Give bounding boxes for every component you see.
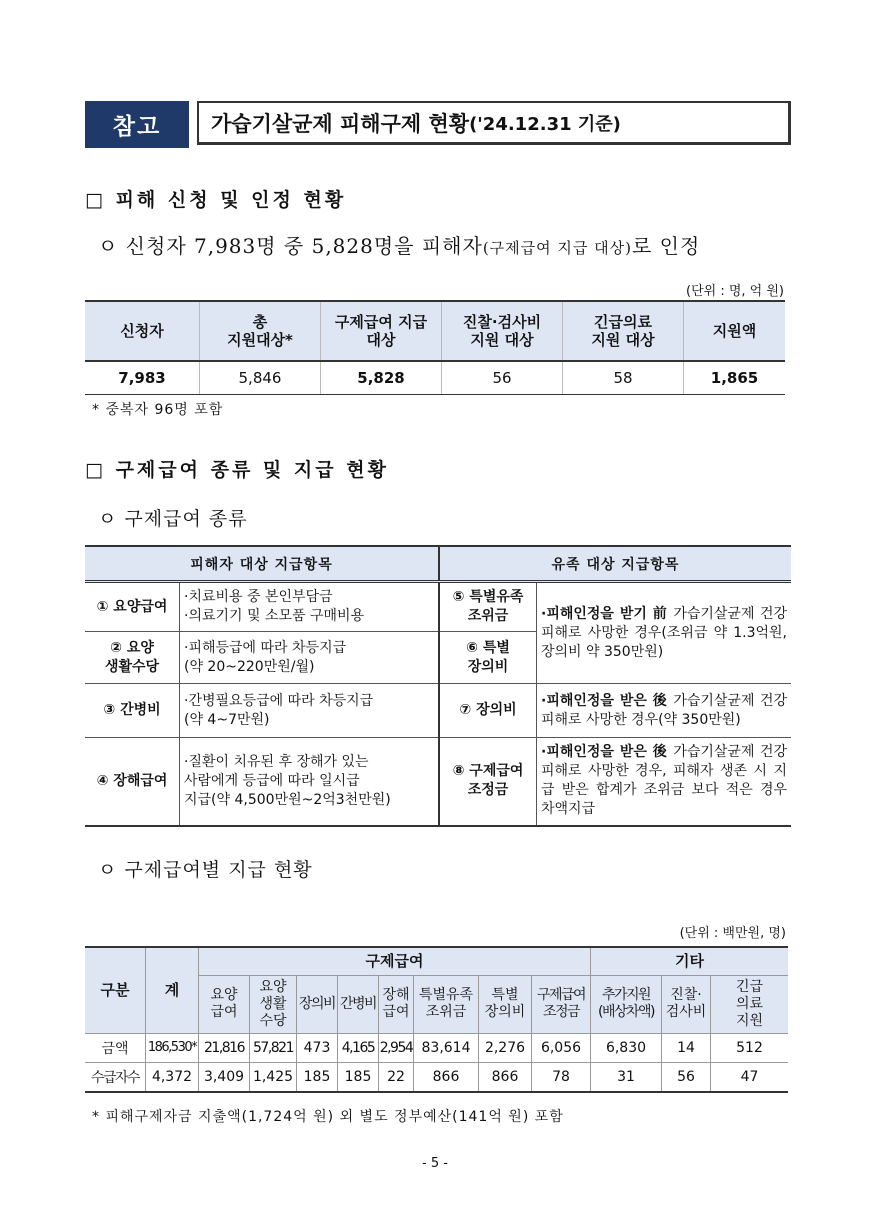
row-label: 금액 (85, 1033, 146, 1062)
title-date: ('24.12.31 기준) (469, 113, 621, 135)
item-name-family: ⑥ 특별 장의비 (439, 632, 537, 684)
header-col: 장해 급여 (379, 975, 414, 1033)
desc-text: 가습기살균제 건강피해로 사망한 경우, 피해자 생존 시 지급 받은 합계가 조위금 보다 적은 경우 차액지급 (541, 744, 788, 818)
header-support-amount: 지원액 (684, 301, 786, 361)
header-relief-group: 구제급여 (199, 947, 591, 975)
header-exam-target: 진찰·검사비 지원 대상 (442, 301, 563, 361)
cell-relief-target: 5,828 (321, 361, 442, 395)
cell: 78 (532, 1062, 591, 1092)
cell: 512 (711, 1033, 789, 1062)
desc-text: 가습기살균제 건강피해로 사망한 경우(조위금 약 1.3억원, 장의비 약 350만원) (541, 605, 788, 660)
item-desc: ·간병필요등급에 따라 차등지급 (약 4~7만원) (180, 684, 440, 738)
header-applicants: 신청자 (85, 301, 200, 361)
section2-sub1: ㅇ 구제급여 종류 (98, 508, 248, 530)
header-total: 계 (146, 947, 199, 1033)
section2-heading: □ 구제급여 종류 및 지급 현황 (85, 459, 389, 481)
header-col: 요양 급여 (199, 975, 250, 1033)
unit-label-1: (단위 : 명, 억 원) (686, 284, 784, 299)
item-desc: ·치료비용 중 본인부담금 ·의료기기 및 소모품 구매비용 (180, 582, 440, 632)
cell: 185 (297, 1062, 338, 1092)
unit-label-2: (단위 : 백만원, 명) (679, 926, 786, 941)
desc-bold: ·피해인정을 받은 後 (541, 744, 668, 761)
cell: 866 (479, 1062, 532, 1092)
cell: 4,165 (338, 1033, 379, 1062)
bullet-prefix: ㅇ 신청자 7,983명 중 5,828명을 피해자 (98, 234, 483, 258)
row-total: 186,530* (146, 1033, 199, 1062)
header-col: 구제급여 조정금 (532, 975, 591, 1033)
header-other-group: 기타 (591, 947, 789, 975)
cell: 22 (379, 1062, 414, 1092)
item-desc-family (537, 582, 792, 684)
page-number: - 5 - (422, 1156, 448, 1171)
bullet-small: (구제급여 지급 대상) (482, 239, 632, 257)
item-name: ① 요양급여 (85, 582, 180, 632)
item-desc-family (537, 684, 792, 738)
header-family-items: 유족 대상 지급항목 (439, 546, 791, 582)
item-name: ② 요양 생활수당 (85, 632, 180, 684)
item-desc: ·질환이 치유된 후 장해가 있는 사람에게 등급에 따라 일시급 지급(약 4,500만원~2억3천만원) (180, 738, 440, 826)
header-col: 요양 생활 수당 (250, 975, 297, 1033)
header-relief-target: 구제급여 지급 대상 (321, 301, 442, 361)
desc-text: 가습기살균제 건강피해로 사망한 경우(약 350만원) (541, 692, 788, 728)
page-title (197, 101, 791, 145)
header-col: 특별 장의비 (479, 975, 532, 1033)
cell: 866 (414, 1062, 479, 1092)
cell-emergency-target: 58 (563, 361, 684, 395)
application-table (85, 300, 785, 395)
relief-types-table (85, 545, 791, 827)
header-victim-items: 피해자 대상 지급항목 (85, 546, 439, 582)
cell: 473 (297, 1033, 338, 1062)
cell: 2,276 (479, 1033, 532, 1062)
section1-bullet (98, 230, 700, 259)
note-1: * 중복자 96명 포함 (92, 402, 224, 418)
item-name-family: ⑤ 특별유족 조위금 (439, 582, 537, 632)
cell-applicants: 7,983 (85, 361, 200, 395)
cell: 6,830 (591, 1033, 662, 1062)
item-name: ④ 장해급여 (85, 738, 180, 826)
section2-sub2: ㅇ 구제급여별 지급 현황 (98, 859, 313, 881)
header-col: 추가지원 (배상차액) (591, 975, 662, 1033)
note-2: * 피해구제자금 지출액(1,724억 원) 외 별도 정부예산(141억 원) 포함 (92, 1109, 564, 1125)
cell-exam-target: 56 (442, 361, 563, 395)
header-category: 구분 (85, 947, 146, 1033)
header-col: 긴급 의료 지원 (711, 975, 789, 1033)
item-name-family: ⑧ 구제급여 조정금 (439, 738, 537, 826)
cell: 6,056 (532, 1033, 591, 1062)
cell: 14 (662, 1033, 711, 1062)
cell: 47 (711, 1062, 789, 1092)
reference-label: 참고 (85, 101, 189, 148)
cell: 1,425 (250, 1062, 297, 1092)
header-col: 진찰· 검사비 (662, 975, 711, 1033)
cell: 2,954 (379, 1033, 414, 1062)
row-total: 4,372 (146, 1062, 199, 1092)
desc-bold: ·피해인정을 받기 前 (541, 605, 668, 622)
item-name-family: ⑦ 장의비 (439, 684, 537, 738)
title-main: 가습기살균제 피해구제 현황 (211, 111, 470, 136)
header-total-target: 총 지원대상* (200, 301, 321, 361)
desc-bold: ·피해인정을 받은 後 (541, 692, 668, 709)
cell: 56 (662, 1062, 711, 1092)
cell: 57,821 (250, 1033, 297, 1062)
cell-total-target: 5,846 (200, 361, 321, 395)
payment-status-table (85, 946, 788, 1093)
header-emergency-target: 긴급의료 지원 대상 (563, 301, 684, 361)
cell: 31 (591, 1062, 662, 1092)
section1-heading: □ 피해 신청 및 인정 현황 (85, 189, 347, 211)
bullet-suffix: 로 인정 (632, 234, 701, 258)
header-col: 장의비 (297, 975, 338, 1033)
cell-support-amount: 1,865 (684, 361, 786, 395)
item-name: ③ 간병비 (85, 684, 180, 738)
row-label: 수급자수 (85, 1062, 146, 1092)
header-col: 간병비 (338, 975, 379, 1033)
cell: 185 (338, 1062, 379, 1092)
item-desc: ·피해등급에 따라 차등지급 (약 20~220만원/월) (180, 632, 440, 684)
cell: 3,409 (199, 1062, 250, 1092)
cell: 21,816 (199, 1033, 250, 1062)
cell: 83,614 (414, 1033, 479, 1062)
header-col: 특별유족 조위금 (414, 975, 479, 1033)
item-desc-family (537, 738, 792, 826)
